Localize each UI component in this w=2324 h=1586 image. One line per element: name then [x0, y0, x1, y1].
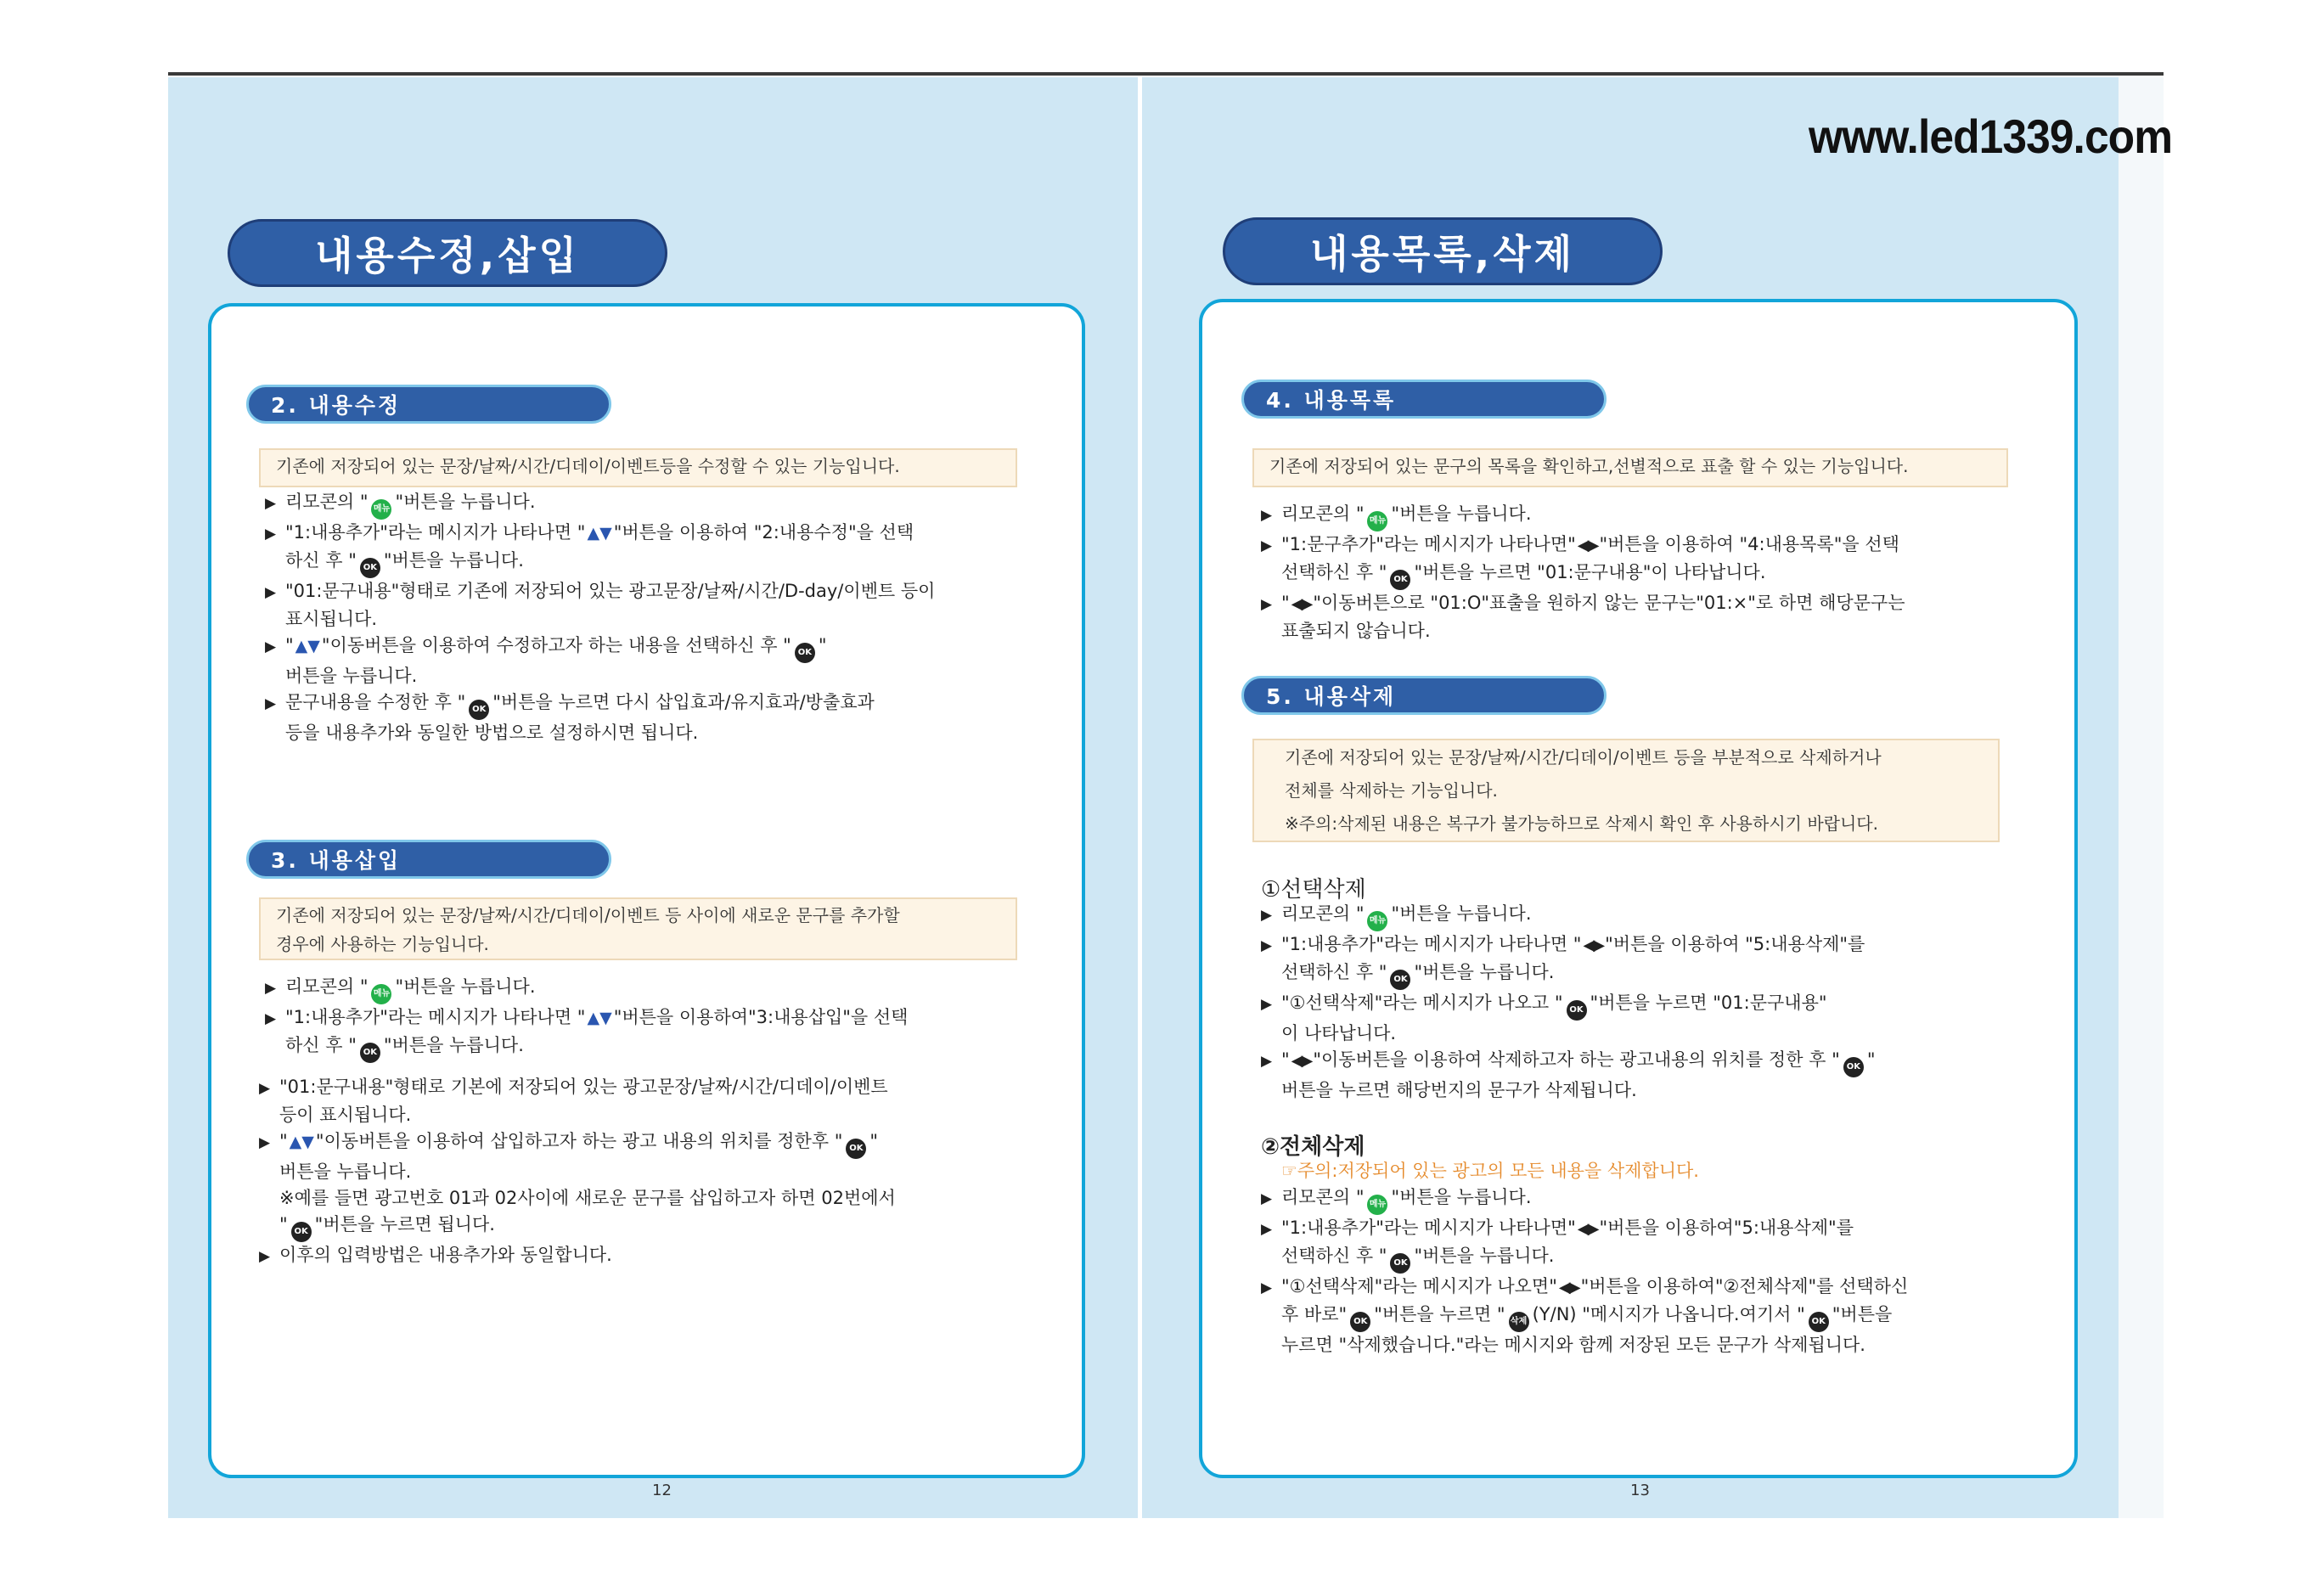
list-item: ▶ 리모콘의 " 메뉴 "버튼을 누릅니다. — [1261, 501, 1905, 531]
ok-button-icon: OK — [360, 558, 380, 578]
list-item: ▶ 리모콘의 " 메뉴 "버튼을 누릅니다. — [1261, 1184, 1908, 1215]
list-item-cont: 표출되지 않습니다. — [1281, 621, 1431, 641]
menu-button-icon: 메뉴 — [1367, 1195, 1387, 1215]
menu-button-icon: 메뉴 — [371, 499, 391, 520]
list-item: ▶ 리모콘의 " 메뉴 "버튼을 누릅니다. — [265, 974, 908, 1004]
subsection-delete-all: ②전체삭제 — [1261, 1134, 1365, 1160]
up-down-arrow-icon: ▲▼ — [289, 1133, 314, 1151]
list-item-cont: 등을 내용추가와 동일한 방법으로 설정하시면 됩니다. — [285, 723, 699, 743]
subsection-select-delete: ①선택삭제 — [1261, 877, 1366, 903]
left-right-arrow-icon: ◀▶ — [1583, 936, 1604, 954]
list-item: ▶ 이후의 입력방법은 내용추가와 동일합니다. — [259, 1245, 612, 1265]
steps-insert-2 — [259, 1074, 896, 1270]
list-item-cont: 후 바로" OK "버튼을 누르면 " 삭제 (Y/N) "메시지가 나옵니다.여기서 " OK "버튼을 — [1261, 1302, 1908, 1332]
list-item-cont: 선택하신 후 " OK "버튼을 누릅니다. — [1261, 959, 1875, 990]
menu-button-icon: 메뉴 — [1367, 911, 1387, 931]
steps-select-delete — [1261, 901, 1875, 1104]
ok-button-icon: OK — [1390, 570, 1410, 590]
steps-list — [1261, 501, 1905, 644]
list-item: ▶ "1:내용추가"라는 메시지가 나타나면 " ▲▼"버튼을 이용하여"3:내용삽입"을 선택 — [265, 1004, 908, 1032]
menu-button-icon: 메뉴 — [371, 984, 391, 1004]
page-title-left: 내용수정,삽입 — [228, 219, 667, 287]
steps-delete-all — [1261, 1158, 1908, 1358]
list-item: ▶ "01:문구내용"형태로 기본에 저장되어 있는 광고문장/날짜/시간/디데이/이벤트 — [259, 1077, 888, 1097]
left-right-arrow-icon: ◀▶ — [1577, 537, 1598, 554]
ok-button-icon: OK — [846, 1139, 866, 1159]
section-title-delete: 5. 내용삭제 — [1241, 676, 1607, 715]
steps-insert — [265, 974, 908, 1063]
list-item-cont: 버튼을 누릅니다. — [279, 1161, 412, 1182]
list-item: ▶ "①선택삭제"라는 메시지가 나오고 " OK "버튼을 누르면 "01:문구내용" — [1261, 990, 1875, 1021]
list-item: ▶ "1:내용추가"라는 메시지가 나타나면 " ▲▼"버튼을 이용하여 "2:내용수정"을 선택 — [265, 520, 935, 548]
list-item: ▶ " ◀▶"이동버튼을 이용하여 삭제하고자 하는 광고내용의 위치를 정한 후 " OK " — [1261, 1047, 1875, 1077]
note-edit: 기존에 저장되어 있는 문장/날짜/시간/디데이/이벤트등을 수정할 수 있는 기능입니다. — [259, 448, 1017, 487]
list-item: ▶ "01:문구내용"형태로 기존에 저장되어 있는 광고문장/날짜/시간/D-day/이벤트 등이 — [265, 581, 936, 601]
ok-button-icon: OK — [291, 1222, 312, 1242]
scan-top-edge — [168, 72, 2164, 76]
page-number-left: 12 — [652, 1482, 672, 1499]
list-item-cont: 버튼을 누르면 해당번지의 문구가 삭제됩니다. — [1281, 1080, 1637, 1100]
note-delete: 기존에 저장되어 있는 문장/날짜/시간/디데이/이벤트 등을 부분적으로 삭제하거나 전체를 삭제하는 기능입니다. ※주의:삭제된 내용은 복구가 불가능하므로 삭제시 확인 후 사용하시기 바랍니다. — [1252, 739, 2000, 842]
delete-button-icon: 삭제 — [1509, 1312, 1529, 1332]
list-item: ▶ " ▲▼"이동버튼을 이용하여 수정하고자 하는 내용을 선택하신 후 " OK " — [265, 633, 935, 663]
list-item: ▶ 리모콘의 " 메뉴 "버튼을 누릅니다. — [1261, 901, 1875, 931]
ok-button-icon: OK — [469, 700, 489, 720]
section-title-list: 4. 내용목록 — [1241, 380, 1607, 419]
list-item-cont: 하신 후 " OK "버튼을 누릅니다. — [265, 548, 935, 578]
ok-button-icon: OK — [360, 1043, 380, 1063]
list-item: ▶ " ◀▶"이동버튼으로 "01:O"표출을 원하지 않는 문구는"01:×"로 하면 해당문구는 — [1261, 590, 1905, 618]
left-right-arrow-icon: ◀▶ — [1558, 1279, 1579, 1296]
list-item-cont: 등이 표시됩니다. — [279, 1105, 412, 1125]
ok-button-icon: OK — [1567, 1000, 1587, 1021]
list-item: ▶ "①선택삭제"라는 메시지가 나오면" ◀▶"버튼을 이용하여"②전체삭제"를 선택하신 — [1261, 1274, 1908, 1302]
list-item-cont: " OK "버튼을 누르면 됩니다. — [259, 1212, 896, 1242]
list-item: ▶ " ▲▼"이동버튼을 이용하여 삽입하고자 하는 광고 내용의 위치를 정한후 " OK " — [259, 1128, 896, 1159]
list-item: ▶ "1:내용추가"라는 메시지가 나타나면 " ◀▶"버튼을 이용하여 "5:내용삭제"를 — [1261, 931, 1875, 959]
ok-button-icon: OK — [1390, 1253, 1410, 1274]
section-title-edit: 2. 내용수정 — [246, 385, 611, 424]
website-url: www.led1339.com — [1809, 110, 2173, 163]
up-down-arrow-icon: ▲▼ — [295, 637, 320, 655]
note-insert: 기존에 저장되어 있는 문장/날짜/시간/디데이/이벤트 등 사이에 새로운 문구를 추가할 경우에 사용하는 기능입니다. — [259, 897, 1017, 960]
up-down-arrow-icon: ▲▼ — [587, 1009, 612, 1027]
list-item-cont: 버튼을 누릅니다. — [285, 666, 418, 686]
list-item-cont: 이 나타납니다. — [1281, 1023, 1397, 1043]
list-item: ▶ "1:내용추가"라는 메시지가 나타나면" ◀▶"버튼을 이용하여"5:내용삭제"를 — [1261, 1215, 1908, 1243]
menu-button-icon: 메뉴 — [1367, 511, 1387, 531]
note-list: 기존에 저장되어 있는 문구의 목록을 확인하고,선별적으로 표출 할 수 있는 기능입니다. — [1252, 448, 2008, 487]
example-note: ※예를 들면 광고번호 01과 02사이에 새로운 문구를 삽입하고자 하면 02번에서 — [279, 1188, 896, 1208]
list-item-cont: 하신 후 " OK "버튼을 누릅니다. — [265, 1032, 908, 1063]
list-item: ▶ 문구내용을 수정한 후 " OK "버튼을 누르면 다시 삽입효과/유지효과/방출효과 — [265, 689, 935, 720]
left-right-arrow-icon: ◀▶ — [1291, 595, 1312, 613]
ok-button-icon: OK — [1809, 1312, 1829, 1332]
list-item: ▶ 리모콘의 " 메뉴 "버튼을 누릅니다. — [265, 489, 935, 520]
list-item-cont: 누르면 "삭제했습니다."라는 메시지와 함께 저장된 모든 문구가 삭제됩니다. — [1281, 1335, 1865, 1355]
up-down-arrow-icon: ▲▼ — [587, 524, 612, 543]
page-title-right: 내용목록,삭제 — [1223, 217, 1663, 285]
ok-button-icon: OK — [1843, 1057, 1864, 1077]
list-item: ▶ "1:문구추가"라는 메시지가 나타나면" ◀▶"버튼을 이용하여 "4:내용목록"을 선택 — [1261, 531, 1905, 560]
left-right-arrow-icon: ◀▶ — [1577, 1220, 1598, 1238]
caution-note: ☞주의:저장되어 있는 광고의 모든 내용을 삭제합니다. — [1281, 1161, 1699, 1181]
left-right-arrow-icon: ◀▶ — [1291, 1052, 1312, 1070]
steps-edit — [265, 489, 935, 746]
ok-button-icon: OK — [1350, 1312, 1370, 1332]
page-margin — [2119, 77, 2164, 1518]
ok-button-icon: OK — [795, 643, 815, 663]
section-title-insert: 3. 내용삽입 — [246, 840, 611, 879]
list-item-cont: 표시됩니다. — [285, 609, 378, 629]
ok-button-icon: OK — [1390, 970, 1410, 990]
list-item-cont: 선택하신 후 " OK "버튼을 누릅니다. — [1261, 1243, 1908, 1274]
page-number-right: 13 — [1630, 1482, 1650, 1499]
list-item-cont: 선택하신 후 " OK "버튼을 누르면 "01:문구내용"이 나타납니다. — [1261, 560, 1905, 590]
